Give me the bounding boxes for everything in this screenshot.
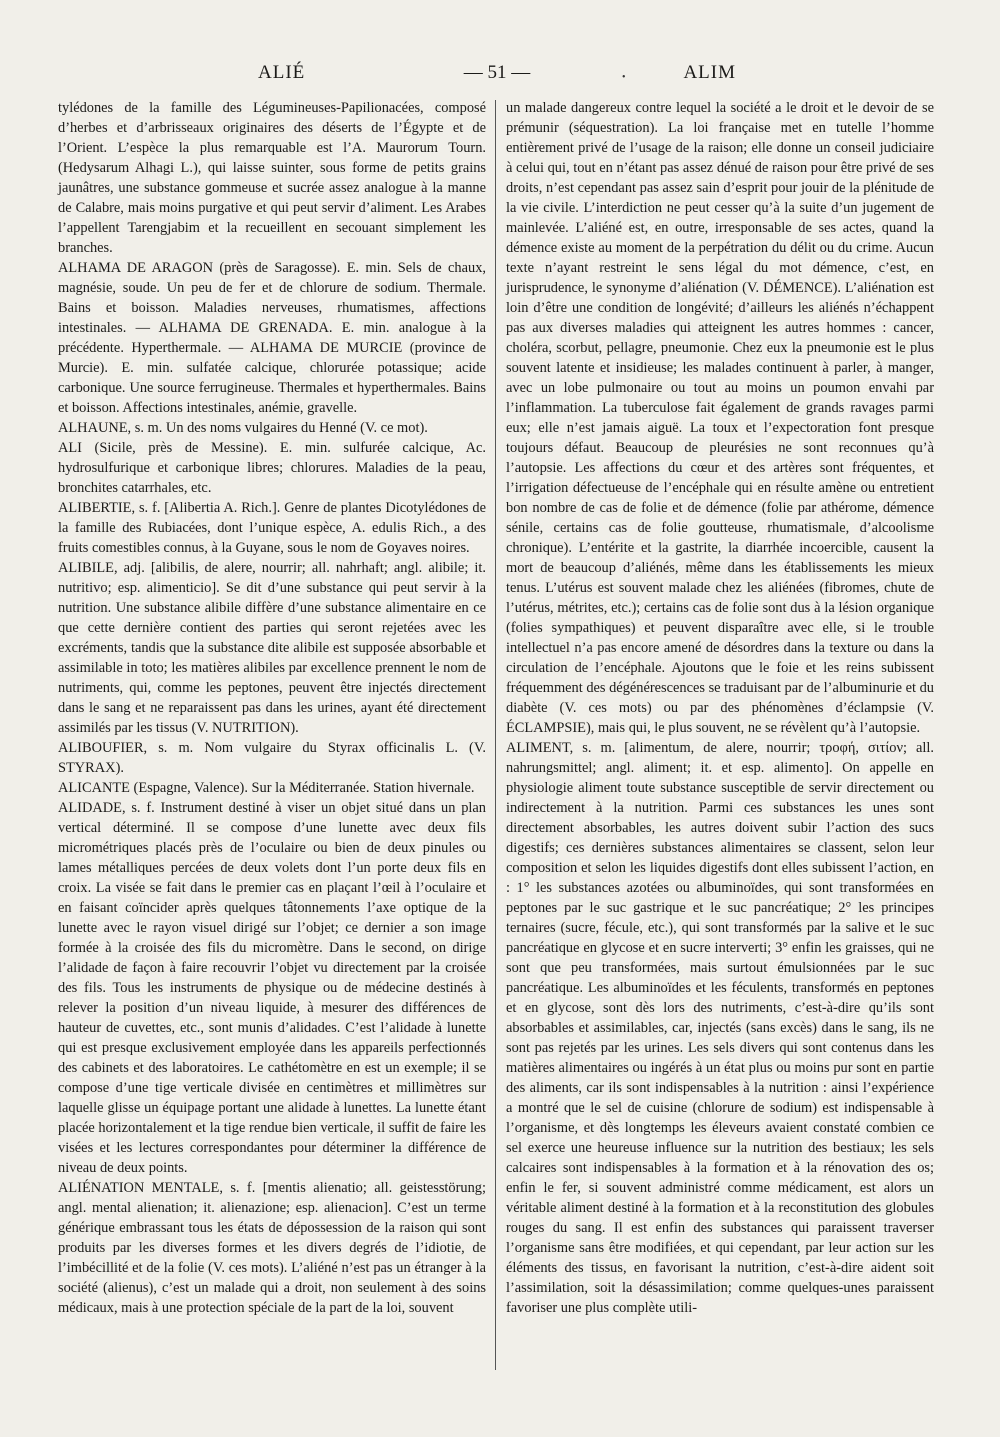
right-column xyxy=(506,98,934,1318)
header-left-word: ALIÉ xyxy=(258,62,306,83)
entry-alhaune: ALHAUNE, s. m. Un des noms vulgaires du Henné (V. ce mot). xyxy=(58,420,428,436)
entry-alienation-continuation: un malade dangereux contre lequel la société a le droit et le devoir de se prémunir (séquestration). La loi française met en tutelle l’homme entièrement privé de l’usage de la raison; elle donne un conseil judiciaire à celui qui, tout en n’étant pas assez dénué de raison pour être privé de ses droits, n’est cependant pas assez sain d’esprit pour jouir de la plénitude de la vie civile. L’interdiction ne peut cesser qu’à la suite d’un jugement de mainlevée. L’aliéné est, en outre, irresponsable de ses actes, quand la démence existe au moment de la perpétration du délit ou du crime. Aucun texte n’ayant restreint le sens légal du mot démence, c’est, en jurisprudence, le synonyme d’aliénation (V. DÉMENCE). L’aliénation est loin d’être une condition de longévité; d’ailleurs les aliénés n’échappent pas aux diverses maladies qui atteignent les autres hommes : cancer, choléra, scorbut, pellagre, pneumonie. Chez eux la pneumonie est le plus souvent latente et insidieuse; les malades continuent à parler, à manger, avec un lobe pulmonaire ou tout au moins un poumon envahi par l’inflammation. La tuberculose fait également de grands ravages parmi eux; elle n’est jamais aiguë. La toux et l’expectoration font presque toujours défaut. Beaucoup de pleurésies ne sont reconnues qu’à l’autopsie. Les affections du cœur et des artères sont fréquentes, et l’irrigation défectueuse de l’encéphale qui en résulte amène ou entretient bon nombre de cas de folie et de démence (folie par athérome, démence sénile, certains cas de folie goutteuse, rhumatismale, d’alcoolisme chronique). L’entérite et la gastrite, la diarrhée incoercible, causent la mort de beaucoup d’aliénés, même dans les établissements les mieux tenus. L’utérus est souvent malade chez les aliénées (fibromes, chute de l’utérus, métrites, etc.); certains cas de folie sont dus à la lésion organique (folies sympathiques) et peuvent disparaître avec elle, si le trouble intellectuel n’a pas encore amené de désordres dans la texture ou dans la circulation de l’encéphale. Ajoutons que le foie et les reins subissent fréquemment des dégénérescences se traduisant par de l’albuminurie et du diabète (V. ces mots) ou par des phénomènes d’éclampsie (V. ÉCLAMPSIE), mais qui, le plus souvent, ne se révèlent qu’à l’autopsie. xyxy=(506,100,934,736)
entry-aliboufier: ALIBOUFIER, s. m. Nom vulgaire du Styrax officinalis L. (V. STYRAX). xyxy=(58,740,486,776)
left-column xyxy=(58,98,486,1318)
entry-alhama: ALHAMA DE ARAGON (près de Saragosse). E. min. Sels de chaux, magnésie, soude. Un peu de fer et de chlorure de sodium. Thermale. Bains et boisson. Maladies nerveuses, rhumatismes, affections intestinales. — ALHAMA DE GRENADA. E. min. analogue à la précédente. Hyperthermale. — ALHAMA DE MURCIE (province de Murcie). E. min. sulfatée calcique, chlorurée potassique; acide carbonique. Une source ferrugineuse. Thermales et hyperthermales. Bains et boisson. Affections intestinales, anémie, gravelle. xyxy=(58,260,486,416)
entry-aliment: ALIMENT, s. m. [alimentum, de alere, nourrir; τροφή, σιτίον; all. nahrungsmittel; angl. aliment; it. et esp. alimento]. On appelle en physiologie aliment toute substance susceptible de servir directement ou indirectement à la nutrition. Parmi ces substances les unes sont directement absorbables, les autres doivent subir l’action des sucs digestifs; ces dernières substances alimentaires se classent, selon leur composition et selon les liquides digestifs dont elles subissent l’action, en : 1° les substances azotées ou albuminoïdes, qui sont transformées en peptones par le suc gastrique et le suc pancréatique; 2° les principes ternaires (sucre, fécule, etc.), qui sont transformés par la salive et le suc pancréatique en glycose et en sucre interverti; 3° enfin les graisses, qui ne sont que peu transformées, mais surtout émulsionnées par le suc pancréatique. Les albuminoïdes et les féculents, transformés en peptones et en glycose, sont dès lors des nutriments, c’est-à-dire qu’ils sont absorbables et assimilables, car, injectés (sans excès) dans le sang, ils ne sont pas rejetés par les urines. Les sels divers qui sont contenus dans les matières alimentaires ou ingérés à un état plus ou moins pur sont en partie des aliments, car ils sont indispensables à la nutrition : ainsi l’expérience a montré que le sel de cuisine (chlorure de sodium) est indispensable à l’organisme, et dès longtemps les éleveurs avaient constaté combien ce sel exerce une heureuse influence sur la nutrition des bestiaux; les sels calcaires sont indispensables à la formation et à la rénovation des os; enfin le fer, si souvent administré comme médicament, est alors un véritable aliment destiné à la formation et à la reconstitution des globules rouges du sang. Il est enfin des substances qui paraissent traverser l’organisme sans être modifiées, et qui cependant, par leur action sur les éléments des tissus, en favorisant la nutrition, c’est-à-dire aident soit l’assimilation, soit la désassimilation; comme quelques-unes paraissent favoriser une plus complète utili- xyxy=(506,740,934,1316)
header-right-word: ALIM xyxy=(683,62,736,83)
page-number: — 51 — xyxy=(463,62,531,83)
entry-alicante: ALICANTE (Espagne, Valence). Sur la Méditerranée. Station hivernale. xyxy=(58,780,475,796)
entry-alienation-mentale: ALIÉNATION MENTALE, s. f. [mentis alienatio; all. geistesstörung; angl. mental alienation; it. alienazione; esp. alienacion]. C’est un terme générique embrassant tous les états de dépossession de la raison qui sont produits par les diverses formes et les divers degrés de l’idiotie, de l’imbécillité et de la folie (V. ces mots). L’aliéné n’est pas un étranger à la société (alienus), c’est un malade qui a droit, non seulement à des soins médicaux, mais à une protection spéciale de la part de la loi, souvent xyxy=(58,1180,486,1316)
stray-ink-mark: • xyxy=(622,72,626,83)
entry-alibertie: ALIBERTIE, s. f. [Alibertia A. Rich.]. Genre de plantes Dicotylédones de la famille des Rubiacées, dont l’unique espèce, A. edulis Rich., a des fruits comestibles connus, à la Guyane, sous le nom de Goyaves noires. xyxy=(58,500,486,556)
entry-continuation-alhagi: tylédones de la famille des Légumineuses-Papilionacées, composé d’herbes et d’arbrisseaux originaires des déserts de l’Égypte et de l’Orient. L’espèce la plus remarquable est l’A. Maurorum Tourn. (Hedysarum Alhagi L.), qui laisse suinter, sous forme de petits grains jaunâtres, une substance gommeuse et sucrée assez analogue à la manne de Calabre, mais moins purgative et qui peut servir d’aliment. Les Arabes l’appellent Tarengjabim et la recueillent en secouant simplement les branches. xyxy=(58,100,486,256)
entry-alidade: ALIDADE, s. f. Instrument destiné à viser un objet situé dans un plan vertical déterminé. Il se compose d’une lunette avec deux fils micrométriques placés près de l’oculaire ou bien de deux pinules ou lames métalliques percées de deux volets dont l’un porte deux fils en croix. La visée se fait dans le premier cas en plaçant l’œil à l’oculaire et en faisant coïncider après quelques tâtonnements l’axe optique de la lunette avec le rayon visuel dirigé sur l’objet; ce dernier a son image formée à la croisée des fils du micromètre. Dans le second, on dirige l’alidade de façon à faire recouvrir l’objet vu directement par la croisée des fils. Tous les instruments de physique ou de médecine destinés à relever la position d’un niveau liquide, à mesurer des différences de hauteur de cuvettes, etc., sont munis d’alidades. C’est l’alidade à lunette qui est presque exclusivement employée dans les appareils perfectionnés des cabinets et des laboratoires. Le cathétomètre en est un exemple; il se compose d’une tige verticale divisée en centimètres et millimètres sur laquelle glisse un équipage portant une alidade à lunettes. La lunette étant placée horizontalement et la tige rendue bien verticale, il suffit de faire les visées et les lectures correspondantes pour déterminer la différence de niveau de deux points. xyxy=(58,800,486,1176)
entry-alibile: ALIBILE, adj. [alibilis, de alere, nourrir; all. nahrhaft; angl. alibile; it. nutritivo; esp. alimenticio]. Se dit d’une substance qui peut servir à la nutrition. Une substance alibile diffère d’une substance alimentaire en ce que cette dernière contient des parties qui seront rejetées avec les excréments, tandis que la substance dite alibile est supposée absorbable et assimilable in toto; les matières alibiles par excellence prennent le nom de nutriments, qui, comme les peptones, peuvent être injectés directement dans le sang et ne reparaissent pas dans les urines, ayant été directement assimilés par les tissus (V. NUTRITION). xyxy=(58,560,486,736)
running-header xyxy=(58,62,936,86)
column-divider xyxy=(495,100,496,1370)
entry-ali: ALI (Sicile, près de Messine). E. min. sulfurée calcique, Ac. hydrosulfurique et carbonique libres; chlorures. Maladies de la peau, bronchites catarrhales, etc. xyxy=(58,440,486,496)
